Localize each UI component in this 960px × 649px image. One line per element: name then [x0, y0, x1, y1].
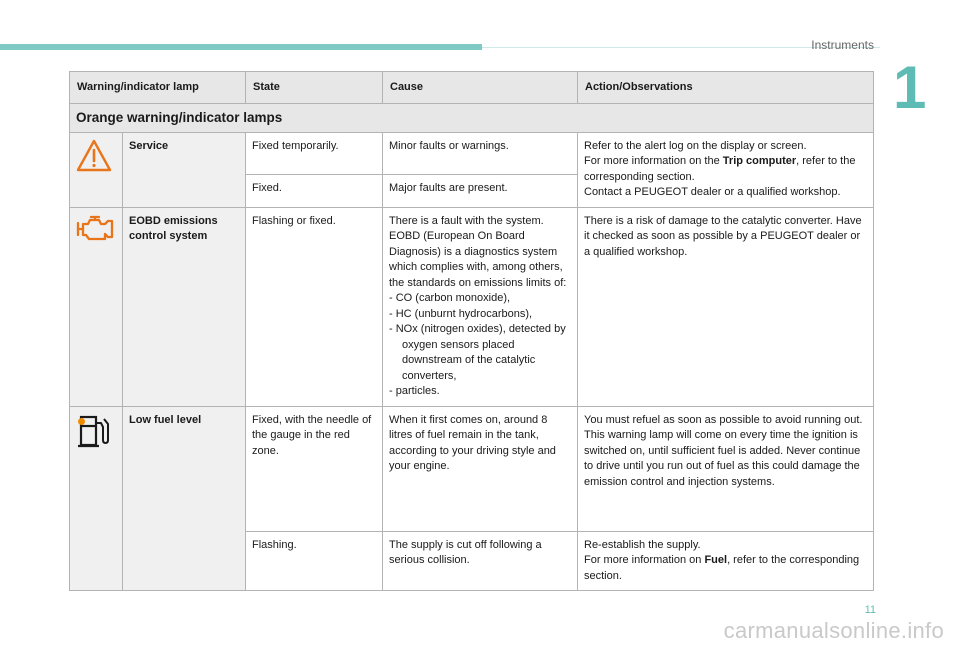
table-row [70, 132, 874, 174]
state-cell: Fixed temporarily. [246, 132, 383, 174]
group-title: Orange warning/indicator lamps [70, 104, 874, 133]
action-cell [578, 132, 874, 207]
lamp-name: Low fuel level [123, 406, 246, 591]
list-item: - CO (carbon monoxide), [389, 292, 511, 304]
page-number: 11 [864, 604, 876, 616]
eobd-icon-cell [70, 207, 123, 406]
table-row [70, 406, 874, 531]
action-text: Re-establish the supply. [584, 538, 701, 551]
state-cell: Flashing or fixed. [246, 207, 383, 406]
cause-cell: Minor faults or warnings. [383, 132, 578, 174]
action-text: For more information on the [584, 155, 723, 167]
col-header-action: Action/Observations [578, 72, 874, 104]
list-item: - HC (unburnt hydrocarbons), [389, 307, 533, 320]
warning-lamps-table [69, 71, 874, 591]
lamp-name: Service [123, 132, 246, 207]
warning-triangle-icon [76, 139, 112, 172]
cause-cell [383, 207, 578, 406]
state-cell: Flashing. [246, 531, 383, 591]
cause-cell: The supply is cut off following a serious collision. [383, 531, 578, 591]
col-header-state: State [246, 72, 383, 104]
service-icon-cell [70, 132, 123, 207]
action-text: , refer to the corresponding section. [584, 155, 856, 183]
list-item: - NOx (nitrogen oxides), detected by oxygen sensors placed downstream of the catalytic converters, [389, 323, 566, 382]
action-cell [578, 531, 874, 591]
action-link-term: Fuel [704, 554, 728, 566]
group-row [70, 104, 874, 133]
action-text: For more information on [584, 554, 705, 566]
chapter-number: 1 [893, 54, 927, 121]
col-header-cause: Cause [383, 72, 578, 104]
watermark-text: carmanualsonline.info [723, 618, 944, 643]
list-item: - particles. [389, 385, 440, 397]
fuel-icon-cell [70, 406, 123, 591]
state-cell: Fixed. [246, 174, 383, 207]
action-link-term: Trip computer [722, 155, 797, 167]
action-cell: You must refuel as soon as possible to avoid running out. This warning lamp will come on every time the ignition is switched on, until sufficient fuel is added. Never continue to drive until you run out of fuel as this could damage the emission control and injection systems. [578, 406, 874, 531]
lamp-name: EOBD emissions control system [123, 207, 246, 406]
cause-cell: Major faults are present. [383, 174, 578, 207]
header-accent-bar [0, 44, 482, 50]
table-row [70, 207, 874, 406]
engine-icon [76, 214, 114, 242]
action-cell: There is a risk of damage to the catalytic converter. Have it checked as soon as possible by a PEUGEOT dealer or a qualified workshop. [578, 207, 874, 406]
cause-cell: When it first comes on, around 8 litres of fuel remain in the tank, according to your driving style and your engine. [383, 406, 578, 531]
state-cell: Fixed, with the needle of the gauge in the red zone. [246, 406, 383, 531]
section-title: Instruments [811, 38, 874, 52]
action-text: Contact a PEUGEOT dealer or a qualified workshop. [584, 186, 841, 198]
col-header-lamp: Warning/indicator lamp [70, 72, 246, 104]
status-dot-icon [78, 418, 85, 425]
action-text: Refer to the alert log on the display or screen. [584, 139, 807, 152]
cause-text: There is a fault with the system. EOBD (European On Board Diagnosis) is a diagnostics system which complies with, among others, the standards on emissions limits of: [389, 214, 567, 289]
action-text: , refer to the corresponding section. [584, 554, 860, 582]
table-header-row [70, 72, 874, 104]
